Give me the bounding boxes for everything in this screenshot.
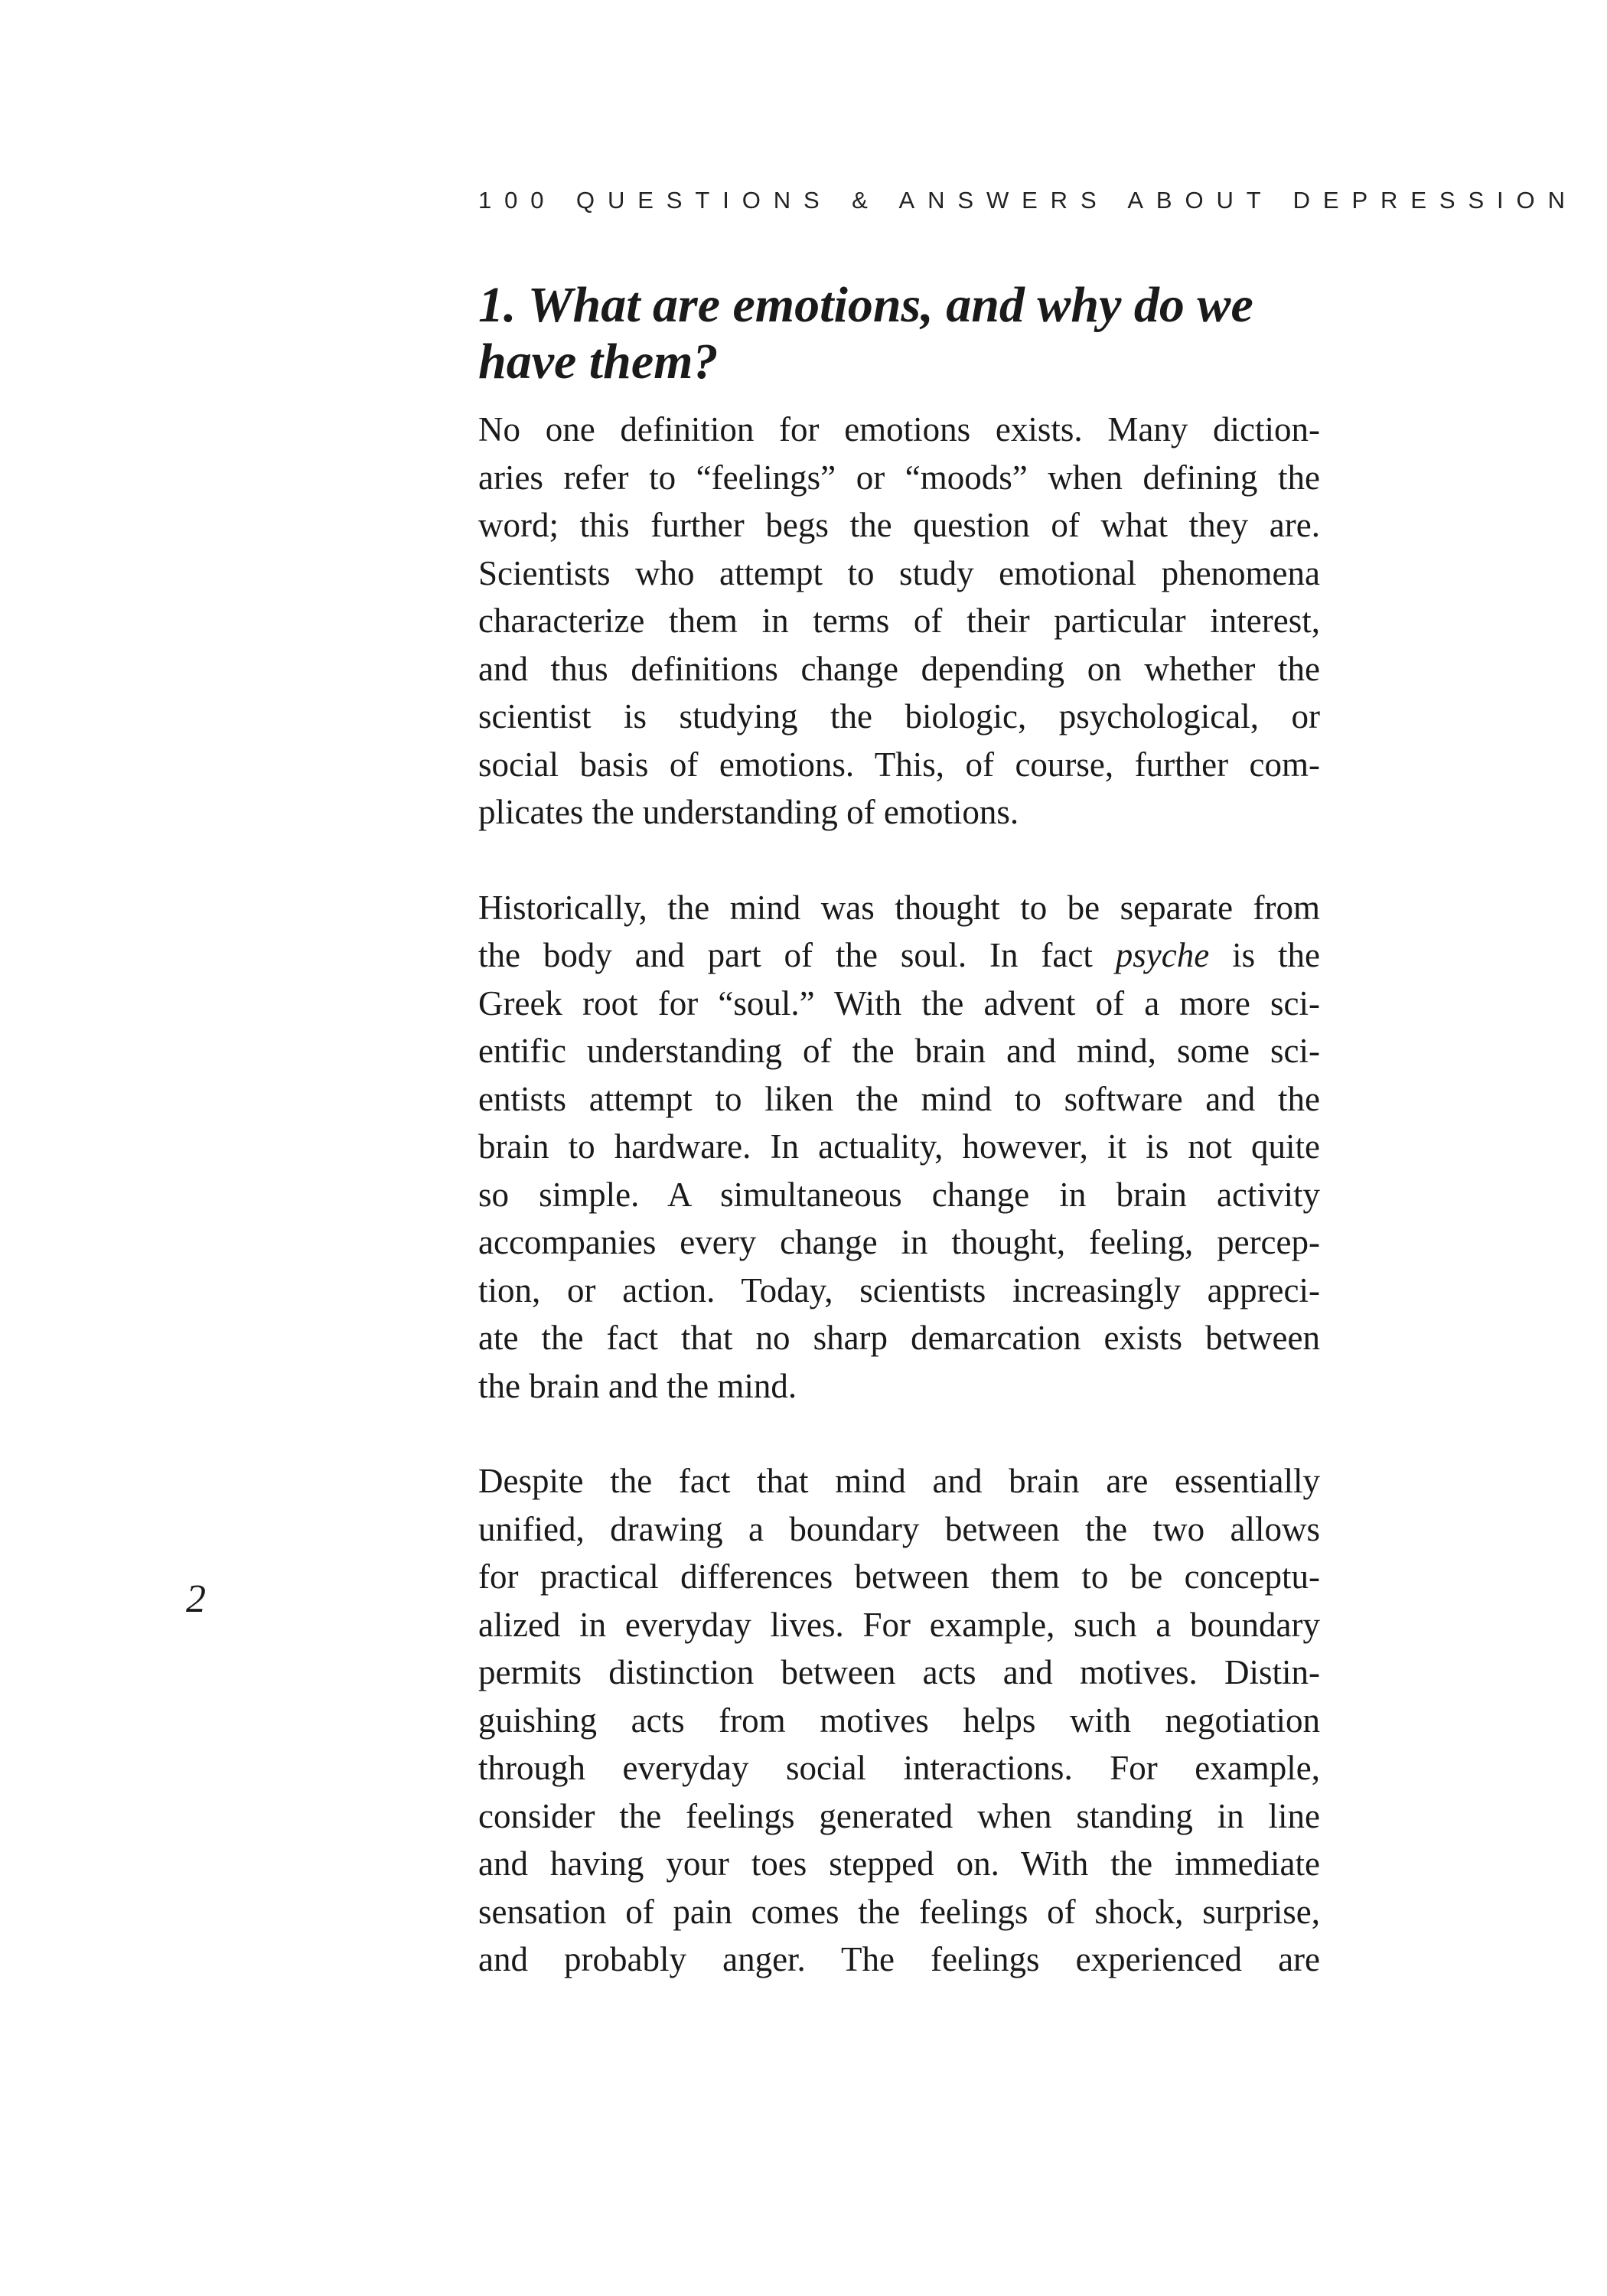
text-line: Historically, the mind was thought to be separate from xyxy=(478,888,1320,927)
text-line: guishing acts from motives helps with negotiation xyxy=(478,1701,1320,1740)
text-line-with-italic xyxy=(478,931,1320,980)
text-line: aries refer to “feelings” or “moods” when defining the xyxy=(478,458,1320,497)
paragraph-1 xyxy=(478,406,1320,837)
question-title-line-2: have them? xyxy=(478,334,719,390)
text-line: word; this further begs the question of what they are. xyxy=(478,506,1320,544)
text-line: plicates the understanding of emotions. xyxy=(478,793,1019,831)
text-line: Greek root for “soul.” With the advent of a more sci- xyxy=(478,983,1320,1022)
text-line: alized in everyday lives. For example, such a boundary xyxy=(478,1605,1320,1644)
text-line: scientist is studying the biologic, psychological, or xyxy=(478,697,1320,735)
question-title xyxy=(478,277,1320,390)
text-segment: is the xyxy=(1209,936,1320,974)
paragraph-2 xyxy=(478,884,1320,1411)
body-text xyxy=(478,406,1320,2031)
text-line: sensation of pain comes the feelings of shock, surprise, xyxy=(478,1892,1320,1931)
text-line: tion, or action. Today, scientists increasingly appreci- xyxy=(478,1270,1320,1309)
text-line: characterize them in terms of their particular interest, xyxy=(478,602,1320,640)
text-line: through everyday social interactions. For example, xyxy=(478,1749,1320,1787)
text-line: and having your toes stepped on. With the immediate xyxy=(478,1844,1320,1883)
text-line: and probably anger. The feelings experienced are xyxy=(478,1940,1320,1978)
text-line: permits distinction between acts and motives. Distin- xyxy=(478,1653,1320,1691)
text-segment: the body and part of the soul. In fact xyxy=(478,936,1116,974)
text-line: and thus definitions change depending on whether the xyxy=(478,649,1320,688)
text-line: Scientists who attempt to study emotional phenomena xyxy=(478,553,1320,592)
paragraph-3 xyxy=(478,1457,1320,1984)
text-line: social basis of emotions. This, of course, further com- xyxy=(478,745,1320,784)
text-line: unified, drawing a boundary between the two allows xyxy=(478,1509,1320,1548)
page-number: 2 xyxy=(186,1577,206,1621)
text-line: Despite the fact that mind and brain are essentially xyxy=(478,1462,1320,1500)
italic-term: psyche xyxy=(1115,936,1210,974)
text-line: the brain and the mind. xyxy=(478,1366,797,1405)
text-line: brain to hardware. In actuality, however, it is not quite xyxy=(478,1127,1320,1166)
text-line: so simple. A simultaneous change in brain activity xyxy=(478,1175,1320,1214)
text-line: for practical differences between them to be conceptu- xyxy=(478,1557,1320,1596)
text-line: entific understanding of the brain and mind, some sci- xyxy=(478,1032,1320,1070)
text-line: consider the feelings generated when standing in line xyxy=(478,1796,1320,1835)
text-line: No one definition for emotions exists. Many diction- xyxy=(478,410,1320,448)
text-line: ate the fact that no sharp demarcation exists between xyxy=(478,1319,1320,1357)
running-header: 100 QUESTIONS & ANSWERS ABOUT DEPRESSION xyxy=(478,187,1578,214)
question-title-line-1: 1. What are emotions, and why do we xyxy=(478,277,1253,333)
text-line: entists attempt to liken the mind to software and the xyxy=(478,1079,1320,1118)
text-line: accompanies every change in thought, feeling, percep- xyxy=(478,1223,1320,1261)
